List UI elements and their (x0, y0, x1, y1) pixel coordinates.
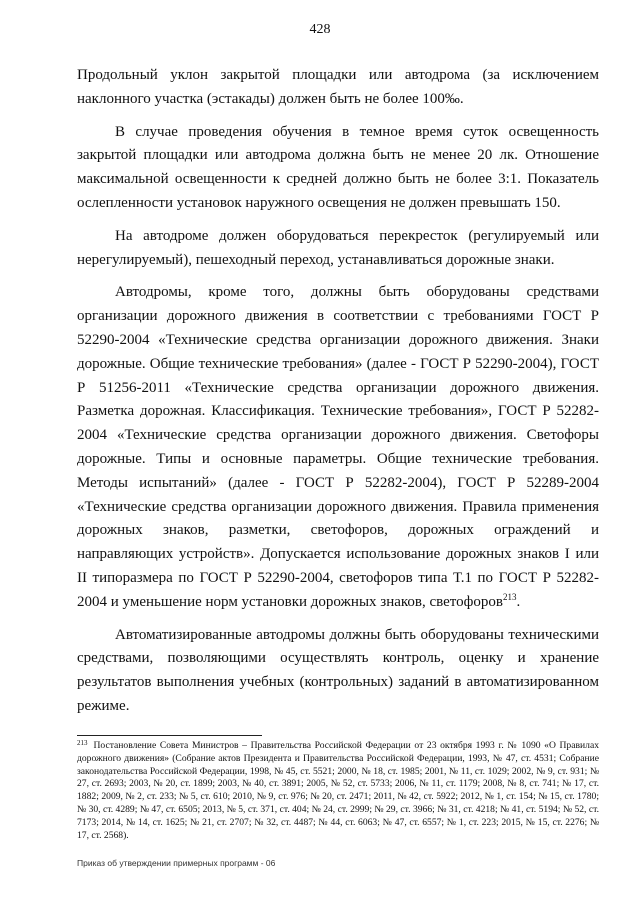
paragraph-3: На автодроме должен оборудоваться перекресток (регулируемый или нерегулируемый), пешеходный переход, устанавливаться дорожные знаки. (77, 227, 599, 268)
paragraph-1: Продольный уклон закрытой площадки или автодрома (за исключением наклонного участка (эстакады) должен быть не более 100‰. (77, 67, 599, 107)
footnote (77, 740, 599, 842)
footnote-divider (77, 735, 262, 736)
page-footer: Приказ об утверждении примерных программ - 06 (77, 858, 276, 868)
paragraph-5: Автоматизированные автодромы должны быть оборудованы техническими средствами, позволяющими осуществлять контроль, оценку и хранение результатов выполнения учебных (контрольных) заданий в автоматизированном режиме. (77, 626, 599, 714)
paragraph-4: Автодромы, кроме того, должны быть оборудованы средствами организации дорожного движения в соответствии с требованиями ГОСТ Р 52290-2004 «Технические средства организации дорожного движения. Знаки дорожные. Общие технические требования» (далее - ГОСТ Р 52290-2004), ГОСТ Р 51256-2011 «Технические средства организации дорожного движения. Разметка дорожная. Классификация. Технические требования», ГОСТ Р 52282-2004 «Технические средства организации дорожного движения. Светофоры дорожные. Типы и основные параметры. Общие технические требования. Методы испытаний» (далее - ГОСТ Р 52282-2004), ГОСТ Р 52289-2004 «Технические средства организации дорожного движения. Правила применения дорожных знаков, разметки, светофоров, дорожных ограждений и направляющих устройств». Допускается использование дорожных знаков I или II типоразмера по ГОСТ Р 52290-2004, светофоров типа Т.1 по ГОСТ Р 52282-2004 и уменьшение норм установки дорожных знаков, светофоров$^{213}$. (77, 284, 599, 610)
paragraph-4-text: Автодромы, кроме того, должны быть оборудованы средствами организации дорожного движения в соответствии с требованиями ГОСТ Р 52290-2004 «Технические средства организации дорожного движения. Знаки дорожные. Общие технические требования» (далее - ГОСТ Р 52290-2004), ГОСТ Р 51256-2011 «Технические средства организации дорожного движения. Разметка дорожная. Классификация. Технические требования», ГОСТ Р 52282-2004 «Технические средства организации дорожного движения. Светофоры дорожные. Типы и основные параметры. Общие технические требования. Методы испытаний» (далее - ГОСТ Р 52282-2004), ГОСТ Р 52289-2004 «Технические средства организации дорожного движения. Правила применения дорожных знаков, разметки, светофоров, дорожных ограждений и направляющих устройств». Допускается использование дорожных знаков I или II типоразмера по ГОСТ Р 52290-2004, светофоров типа Т.1 по ГОСТ Р 52282-2004 и уменьшение норм установки дорожных знаков, светофоров (77, 284, 599, 610)
body-text (77, 64, 599, 728)
footnote-marker: 213 (77, 739, 88, 747)
paragraph-2: В случае проведения обучения в темное время суток освещенность закрытой площадки или автодрома должна быть не менее 20 лк. Отношение максимальной освещенности к средней должно быть не более 3:1. Показатель ослепленности установок наружного освещения не должен превышать 150. (77, 123, 599, 211)
footnote-text: Постановление Совета Министров – Правительства Российской Федерации от 23 октября 1993 г. № 1090 «О Правилах дорожного движения» (Собрание актов Президента и Правительства Российской Федерации, 1993, № 47, ст. 4531; Собрание законодательства Российской Федерации, 1998, № 45, ст. 5521; 2000, № 18, ст. 1985; 2001, № 11, ст. 1029; 2002, № 9, ст. 931; № 27, ст. 2693; 2003, № 20, ст. 1899; 2003, № 40, ст. 3891; 2005, № 52, ст. 5733; 2006, № 11, ст. 1179; 2008, № 8, ст. 741; № 17, ст. 1882; 2009, № 2, ст. 233; № 5, ст. 610; 2010, № 9, ст. 976; № 20, ст. 2471; 2011, № 42, ст. 5922; 2012, № 1, ст. 154; № 15, ст. 1780; № 30, ст. 4289; № 47, ст. 6505; 2013, № 5, ст. 371, ст. 404; № 24, ст. 2999; № 29, ст. 3966; № 31, ст. 4218; № 41, ст. 5194; № 52, ст. 7173; 2014, № 14, ст. 1625; № 21, ст. 2707; № 32, ст. 4487; № 44, ст. 6063; № 47, ст. 6557; № 1, ст. 223; 2015, № 15, ст. 2276; № 17, ст. 2568). (77, 740, 599, 841)
footnote-reference[interactable]: 213 (502, 591, 517, 602)
page-number: 428 (309, 22, 331, 37)
